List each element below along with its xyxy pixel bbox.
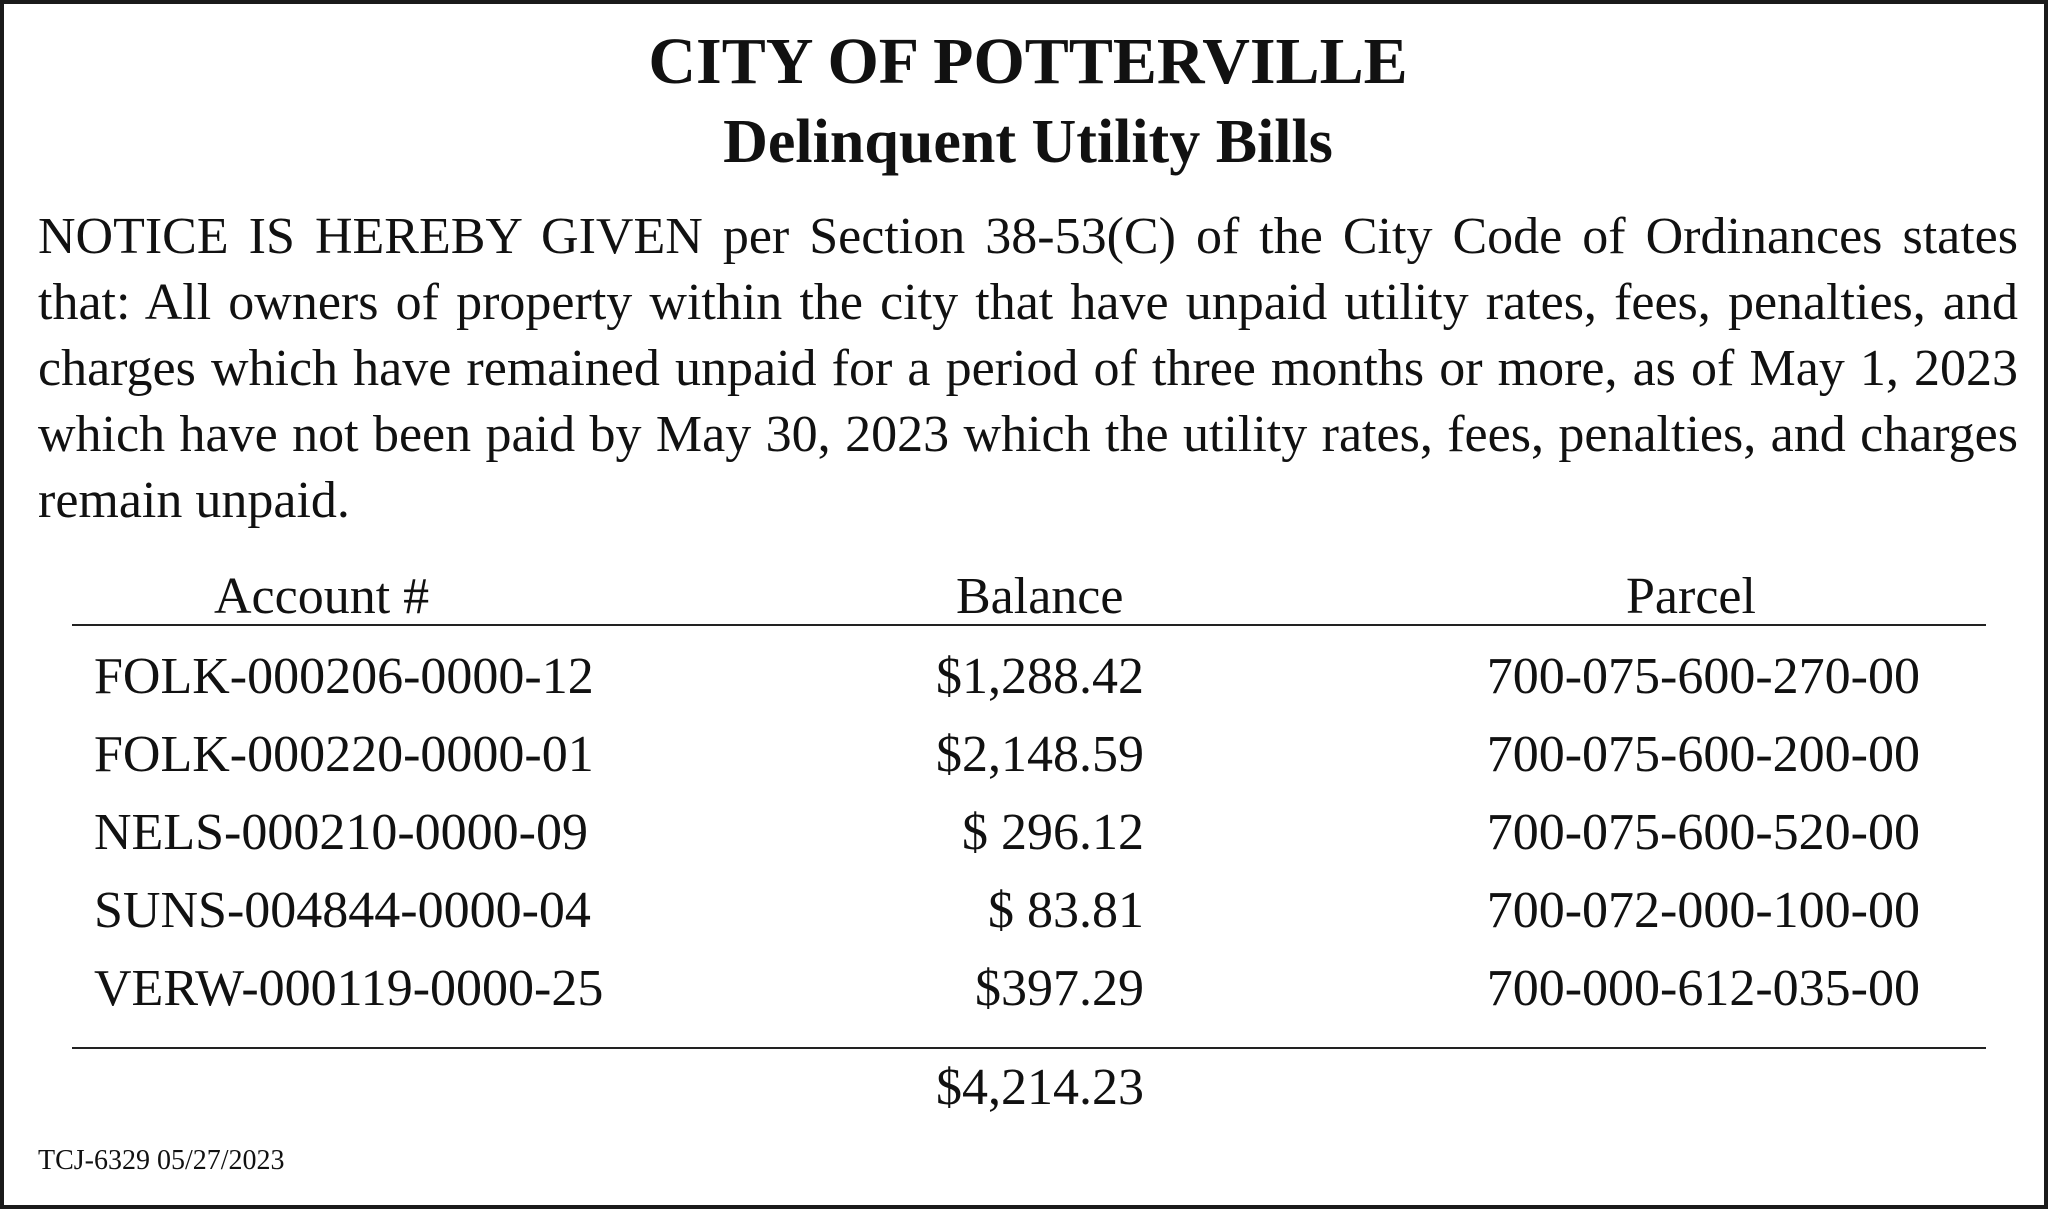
balance-amount: $2,148.59 (936, 726, 1144, 783)
account-number: FOLK-000206-0000-12 (94, 648, 594, 705)
parcel-number: 700-072-000-100-00 (1486, 882, 1920, 939)
total-divider (72, 1047, 1986, 1049)
parcel-number: 700-000-612-035-00 (1486, 960, 1920, 1017)
parcel-number: 700-075-600-270-00 (1486, 648, 1920, 705)
total-balance: $4,214.23 (936, 1059, 1144, 1116)
account-number: NELS-000210-0000-09 (94, 804, 588, 861)
notice-subtitle: Delinquent Utility Bills (723, 108, 1333, 176)
notice-body: NOTICE IS HEREBY GIVEN per Section 38-53(C) of the City Code of Ordinances states that: All owners of property within the city that have unpaid utility rates, fees, penalties, and charges which have remained unpaid for a period of three months or more, as of May 1, 2023 which have not been paid by May 30, 2023 which the utility rates, fees, penalties, and charges remain unpaid. (38, 208, 2018, 529)
column-header-parcel: Parcel (1626, 568, 1756, 625)
column-header-account: Account # (214, 568, 430, 625)
column-header-balance: Balance (956, 568, 1124, 625)
notice-title: CITY OF POTTERVILLE (648, 25, 1408, 98)
header-divider (72, 624, 1986, 626)
balance-amount: $1,288.42 (936, 648, 1144, 705)
parcel-number: 700-075-600-520-00 (1486, 804, 1920, 861)
balance-amount: $ 83.81 (988, 882, 1144, 939)
publication-reference: TCJ-6329 05/27/2023 (38, 1145, 285, 1176)
account-number: SUNS-004844-0000-04 (94, 882, 591, 939)
account-number: VERW-000119-0000-25 (94, 960, 604, 1017)
balance-amount: $ 296.12 (962, 804, 1144, 861)
account-number: FOLK-000220-0000-01 (94, 726, 594, 783)
balance-amount: $397.29 (975, 960, 1144, 1017)
parcel-number: 700-075-600-200-00 (1486, 726, 1920, 783)
